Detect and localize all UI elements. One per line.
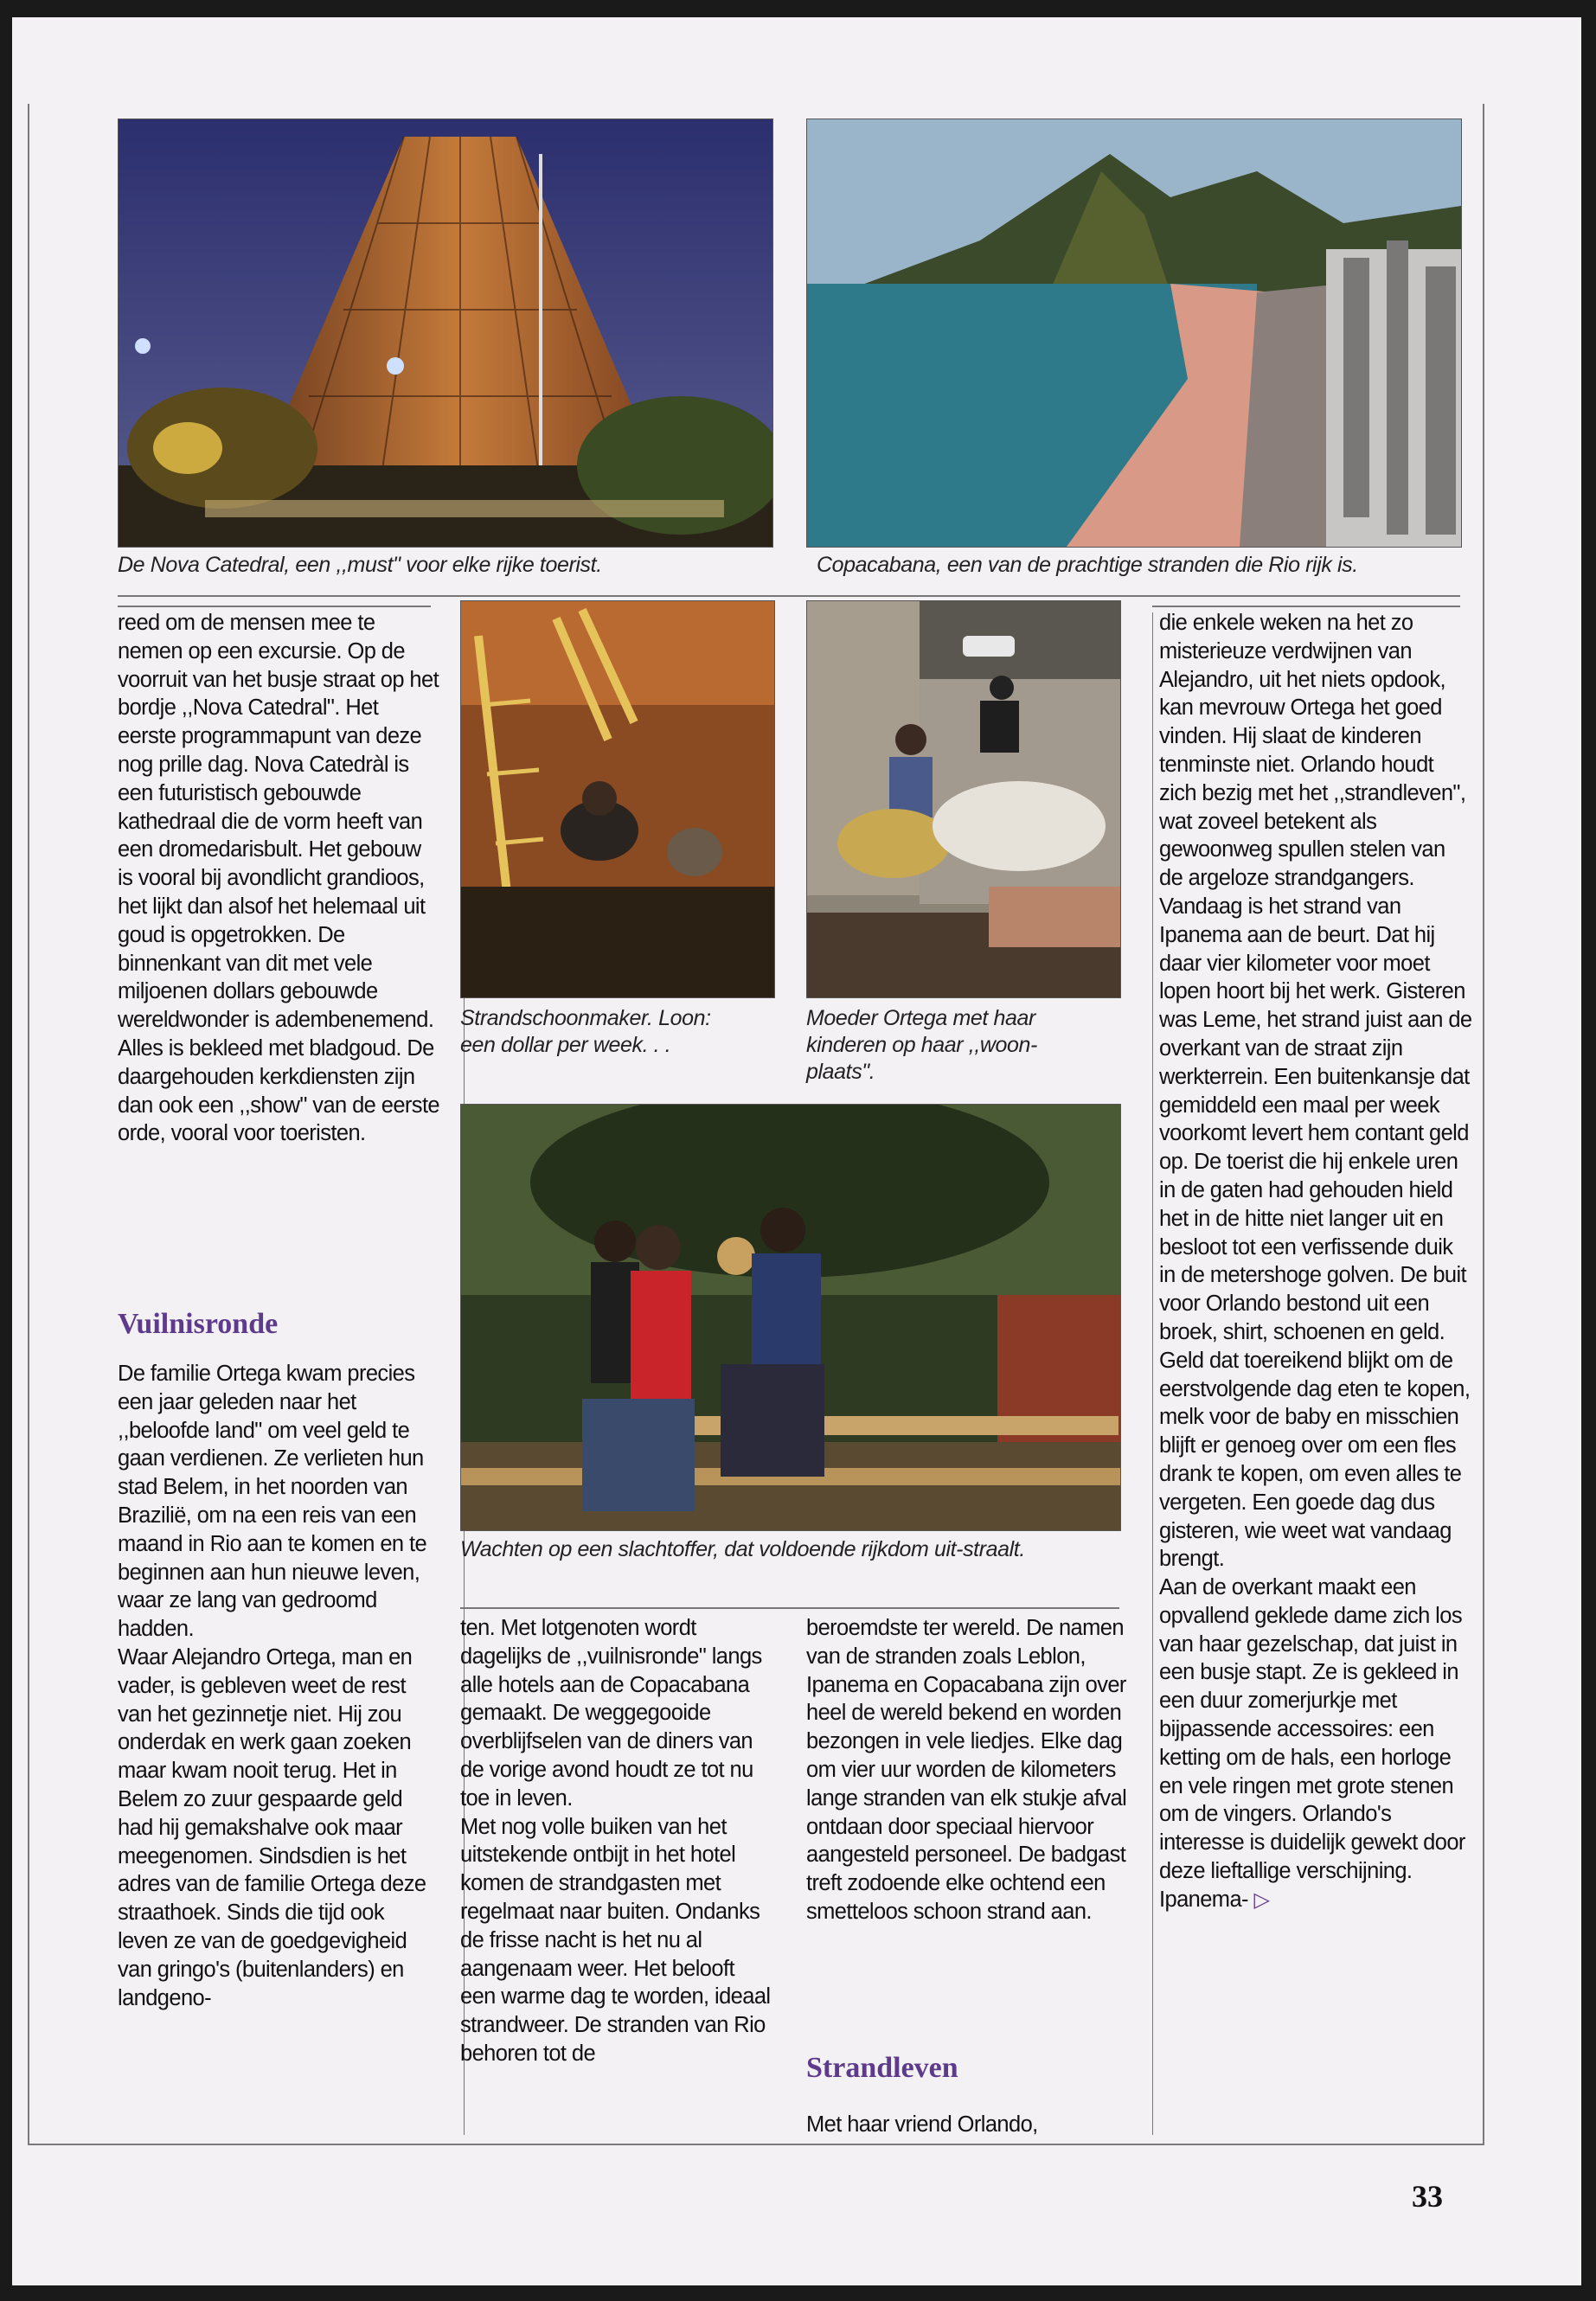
caption-beach-cleaner: Strandschoonmaker. Loon: een dollar per week. . . xyxy=(460,1006,711,1057)
column-1-bottom xyxy=(118,1360,439,2012)
page-number: 33 xyxy=(1412,2179,1443,2214)
lower-divider xyxy=(460,1607,1119,1609)
col2-paragraph-1: ten. Met lotgenoten wordt dagelijks de ,,vuilnisronde" langs alle hotels aan de Copacabana gemaakt. De weggegooide overblijfselen van de diners van de vorige avond houdt ze tot nu toe in leven. xyxy=(460,1616,762,1811)
col1-paragraph-2: De familie Ortega kwam precies een jaar geleden naar het ,,beloofde land" om veel geld te gaan verdienen. Ze verlieten hun stad Belem, in het noorden van Brazilië, om na een reis van een maand in Rio aan te komen en te beginnen aan hun nieuwe leven, waar ze lang van gedroomd hadden. xyxy=(118,1362,427,1642)
col3-paragraph-1: beroemdste ter wereld. De namen van de stranden zoals Leblon, Ipanema en Copacabana zijn over heel de wereld bekend en worden bezongen in vele liedjes. Elke dag om vier uur worden de kilometers lange stranden van elk stukje afval ontdaan door speciaal hiervoor aangesteld personeel. De badgast treft zodoende elke ochtend een smetteloos schoon strand aan. xyxy=(806,1616,1127,1924)
col4-top-rule xyxy=(1152,606,1460,607)
caption-cathedral: De Nova Catedral, een ,,must" voor elke rijke toerist. xyxy=(118,553,602,577)
heading-strandleven: Strandleven xyxy=(806,2052,958,2084)
col4-paragraph-2 xyxy=(1159,1574,1474,1915)
caption-mother-ortega: Moeder Ortega met haar kinderen op haar ,,woon-plaats". xyxy=(806,1006,1037,1084)
col1-paragraph-1: reed om de mensen mee te nemen op een excursie. Op de voorruit van het busje straat op het bordje ,,Nova Catedral". Het eerste programmapunt van deze nog prille dag. Nova Catedràl is een futuristisch gebouwde kathedraal die de vorm heeft van een dromedarisbult. Het gebouw is vooral bij avondlicht grandioos, het lijkt dan alsof het helemaal uit goud is opgetrokken. De binnenkant van dit met vele miljoenen dollars gebouwde wereldwonder is adembenemend. Alles is bekleed met bladgoud. De daargehouden kerkdiensten zijn dan ook een ,,show" van de eerste orde, vooral voor toeristen. xyxy=(118,611,440,1146)
column-3-bottom xyxy=(806,2111,1135,2139)
col2-paragraph-2: Met nog volle buiken van het uitstekende ontbijt in het hotel komen de strandgasten met regelmaat naar buiten. Ondanks de frisse nacht is het nu al aangenaam weer. Het belooft een warme dag te worden, ideaal strandweer. De stranden van Rio behoren tot de xyxy=(460,1814,771,2066)
magazine-page xyxy=(12,17,1581,2285)
col3-paragraph-2: Met haar vriend Orlando, xyxy=(806,2112,1038,2137)
mother-ortega-photo xyxy=(806,600,1121,998)
column-divider-right xyxy=(1152,612,1153,2135)
caption-divider xyxy=(118,595,1460,597)
waiting-men-photo xyxy=(460,1104,1121,1531)
column-3 xyxy=(806,1614,1135,1926)
column-4 xyxy=(1159,609,1474,1915)
continue-arrow-icon: ▷ xyxy=(1253,1888,1270,1912)
column-1-top xyxy=(118,609,439,1148)
column-2 xyxy=(460,1614,773,2068)
beach-cleaner-photo xyxy=(460,600,775,998)
copacabana-photo xyxy=(806,119,1462,548)
col4-paragraph-1: die enkele weken na het zo misterieuze verdwijnen van Alejandro, uit het niets opdook, kan mevrouw Ortega het goed vinden. Hij slaat de kinderen tenminste niet. Orlando houdt zich bezig met het ,,strandleven", wat zoveel betekent als gewoonweg spullen stelen van de argeloze strandgangers. Vandaag is het strand van Ipanema aan de beurt. Dat hij daar vier kilometer voor moet lopen hoort bij het werk. Gisteren was Leme, het strand juist aan de overkant van de straat zijn werkterrein. Een buitenkansje dat gemiddeld een maal per week voorkomt levert hem contant geld op. De toerist die hij enkele uren in de gaten had gehouden hield het in de hitte niet langer uit en besloot tot een verfissende duik in de metershoge golven. De buit voor Orlando bestond uit een broek, shirt, schoenen en geld. Geld dat toereikend blijkt om de eerstvolgende dag eten te kopen, melk voor de baby en misschien blijft er genoeg over om een fles drank te kopen, om even alles te vergeten. Een goede dag dus gisteren, wie weet wat vandaag brengt. xyxy=(1159,611,1472,1572)
caption-copacabana: Copacabana, een van de prachtige stranden die Rio rijk is. xyxy=(817,553,1358,577)
caption-waiting: Wachten op een slachtoffer, dat voldoende rijkdom uit-straalt. xyxy=(460,1537,1025,1561)
heading-vuilnisronde: Vuilnisronde xyxy=(118,1308,279,1340)
col1-paragraph-3: Waar Alejandro Ortega, man en vader, is gebleven weet de rest van het gezinnetje niet. Hij zou onderdak en werk gaan zoeken maar kwam nooit terug. Het in Belem zo zuur gespaarde geld had hij gemakshalve ook maar meegenomen. Sindsdien is het adres van de familie Ortega deze straathoek. Sinds die tijd ook leven ze van de goedgevigheid van gringo's (buitenlanders) en landgeno- xyxy=(118,1644,426,2010)
cathedral-photo xyxy=(118,119,773,548)
col4-paragraph-2-text: Aan de overkant maakt een opvallend geklede dame zich los van haar gezelschap, dat juist in een busje stapt. Ze is gekleed in een duur zomerjurkje met bijpassende accessoires: een ketting om de hals, een horloge en vele ringen met grote stenen om de vingers. Orlando's interesse is duidelijk gewekt door deze lieftallige verschijning. Ipanema- xyxy=(1159,1575,1465,1912)
col1-top-rule xyxy=(118,606,431,607)
